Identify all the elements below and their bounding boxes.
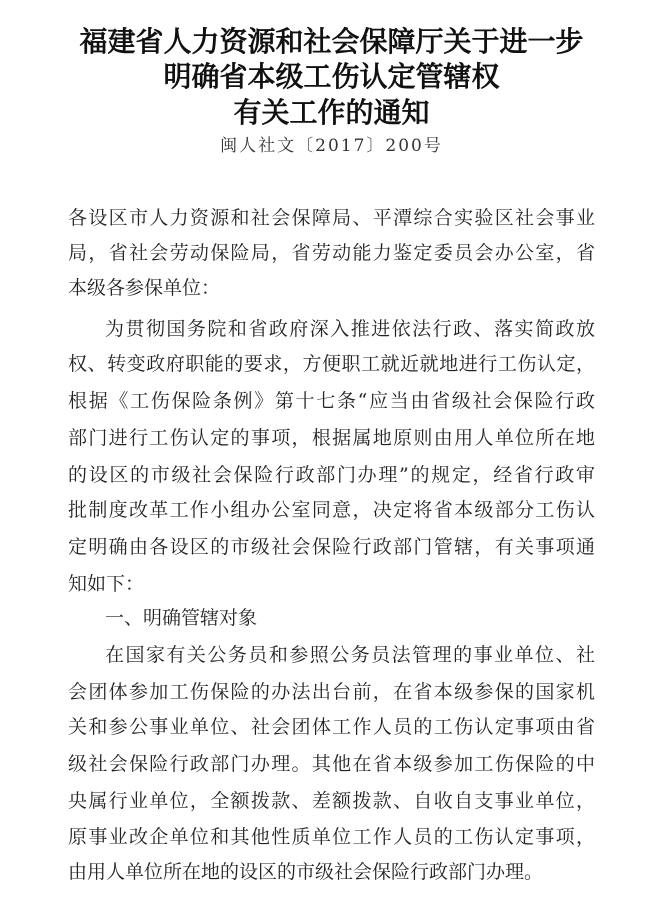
intro-line: 的设区的市级社会保险行政部门办理”的规定，经省行政审 [68, 464, 595, 486]
section-heading: 一、明确管辖对象 [105, 607, 258, 629]
section-line: 原事业改企单位和其他性质单位工作人员的工伤认定事项， [68, 826, 595, 848]
document-title-line-2: 明确省本级工伤认定管辖权 [163, 60, 500, 93]
section-line: 级社会保险行政部门办理。其他在省本级参加工伤保险的中 [68, 753, 595, 775]
intro-line: 定明确由各设区的市级社会保险行政部门管辖，有关事项通 [68, 536, 595, 558]
intro-line: 批制度改革工作小组办公室同意，决定将省本级部分工伤认 [68, 499, 595, 521]
intro-line: 根据《工伤保险条例》第十七条“应当由省级社会保险行政 [68, 390, 595, 412]
document-number: 闽人社文〔2017〕200号 [220, 136, 443, 156]
addressee-line: 局，省社会劳动保险局，省劳动能力鉴定委员会办公室，省 [68, 242, 595, 264]
section-line: 央属行业单位，全额拨款、差额拨款、自收自支事业单位， [68, 790, 595, 812]
intro-line: 权、转变政府职能的要求，方便职工就近就地进行工伤认定， [68, 353, 595, 375]
intro-line: 为贯彻国务院和省政府深入推进依法行政、落实简政放 [105, 318, 595, 340]
document-title-line-3: 有关工作的通知 [233, 96, 430, 129]
document-title-line-1: 福建省人力资源和社会保障厅关于进一步 [79, 25, 584, 58]
addressee-line: 本级各参保单位： [68, 277, 221, 299]
section-line: 关和参公事业单位、社会团体工作人员的工伤认定事项由省 [68, 716, 595, 738]
section-line: 由用人单位所在地的设区的市级社会保险行政部门办理。 [68, 861, 544, 883]
section-line: 会团体参加工伤保险的办法出台前，在省本级参保的国家机 [68, 681, 595, 703]
section-line: 在国家有关公务员和参照公务员法管理的事业单位、社 [105, 644, 595, 666]
intro-line: 知如下： [68, 573, 145, 595]
addressee-line: 各设区市人力资源和社会保障局、平潭综合实验区社会事业 [68, 207, 595, 229]
intro-line: 部门进行工伤认定的事项，根据属地原则由用人单位所在地 [68, 427, 595, 449]
